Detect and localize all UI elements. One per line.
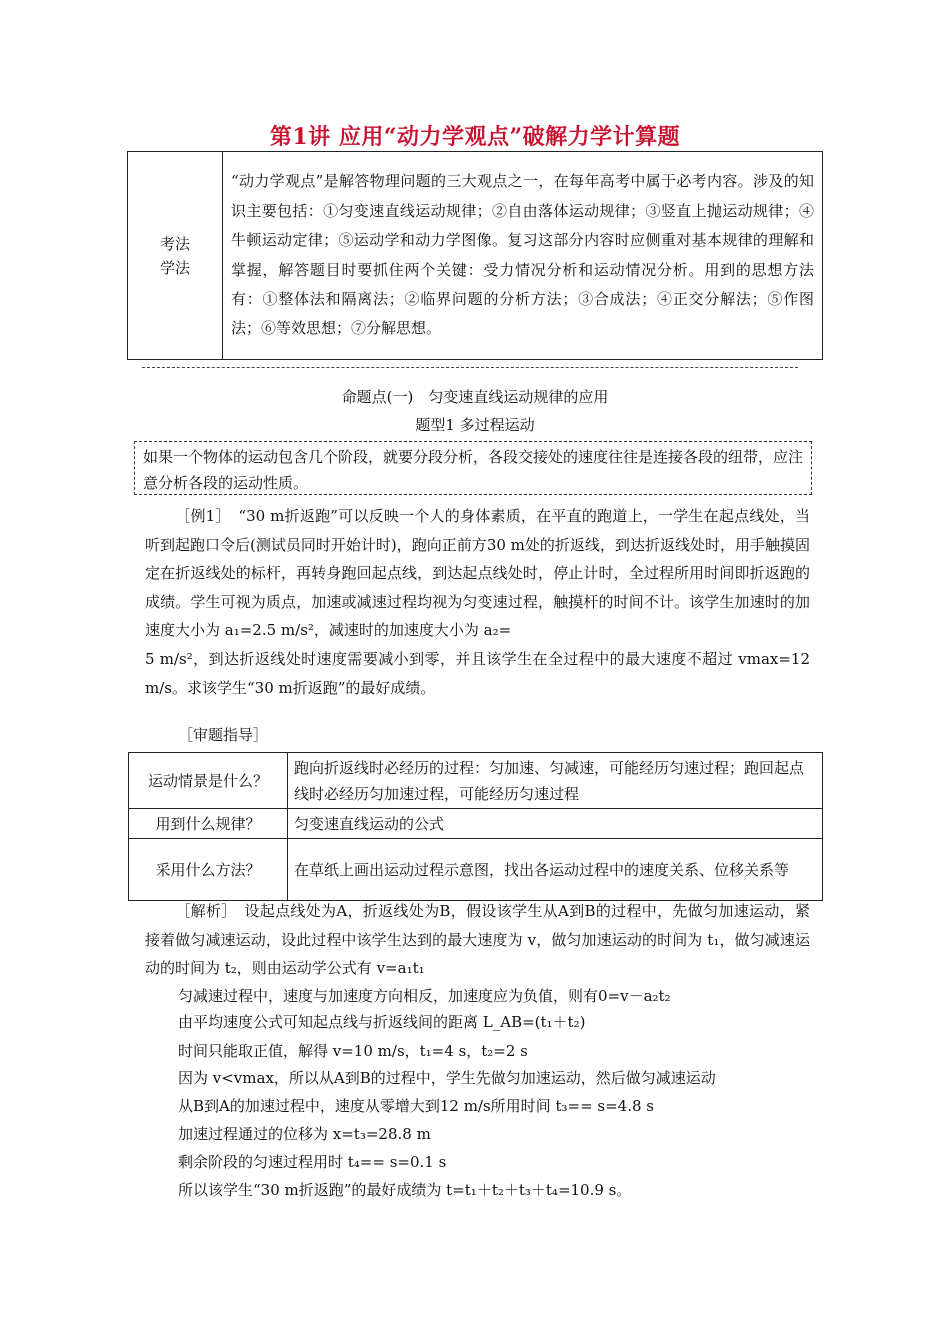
guide-answer: 匀变速直线运动的公式 xyxy=(288,809,823,839)
section-title: 命题点(一) 匀变速直线运动规律的应用 xyxy=(341,388,609,406)
solution-line: 因为 v<vmax，所以从A到B的过程中，学生先做匀加速运动，然后做匀减速运动 xyxy=(178,1069,716,1087)
guide-question: 运动情景是什么？ xyxy=(129,753,288,809)
solution-line: 剩余阶段的匀速过程用时 t₄== s=0.1 s xyxy=(178,1153,447,1171)
guide-row xyxy=(129,839,823,901)
solution-line: 由平均速度公式可知起点线与折返线间的距离 L_AB=(t₁＋t₂) xyxy=(178,1013,586,1031)
example-text xyxy=(145,502,810,702)
kaofa-label-line2: 学法 xyxy=(159,258,190,277)
guide-question: 采用什么方法？ xyxy=(129,839,288,901)
kaofa-text: “动力学观点”是解答物理问题的三大观点之一，在每年高考中属于必考内容。涉及的知识主要包括：①匀变速直线运动规律；②自由落体运动规律；③竖直上抛运动规律；④牛顿运动定律；⑤运动学和动力学图像。复习这部分内容时应侧重对基本规律的理解和掌握，解答题目时要抓住两个关键：受力情况分析和运动情况分析。用到的思想方法有：①整体法和隔离法；②临界问题的分析方法；③合成法；④正交分解法；⑤作图法；⑥等效思想；⑦分解思想。 xyxy=(223,152,823,360)
tip-box xyxy=(134,441,812,495)
type-title: 题型1 多过程运动 xyxy=(415,416,535,434)
guide-answer: 在草纸上画出运动过程示意图，找出各运动过程中的速度关系、位移关系等 xyxy=(288,839,823,901)
kaofa-label-cell xyxy=(128,152,223,360)
guide-answer: 跑向折返线时必经历的过程：匀加速、匀减速，可能经历匀速过程；跑回起点线时必经历匀加速过程，可能经历匀速过程 xyxy=(288,753,823,809)
guide-row xyxy=(129,809,823,839)
guide-row xyxy=(129,753,823,809)
guide-table xyxy=(128,752,823,901)
example-tag: ［例1］ xyxy=(175,507,224,525)
solution-line: 加速过程通过的位移为 x=t₃=28.8 m xyxy=(178,1125,431,1143)
solution-line: 匀减速过程中，速度与加速度方向相反，加速度应为负值，则有0=v－a₂t₂ xyxy=(178,987,671,1005)
section-divider xyxy=(142,367,798,368)
example-body-2: 5 m/s²，到达折返线处时速度需要减小到零，并且该学生在全过程中的最大速度不超过 vmax=12 m/s。求该学生“30 m折返跑”的最好成绩。 xyxy=(145,649,810,697)
solution-line: 从B到A的加速过程中，速度从零增大到12 m/s所用时间 t₃== s=4.8 s xyxy=(178,1097,654,1115)
solution-line: 所以该学生“30 m折返跑”的最好成绩为 t=t₁＋t₂＋t₃＋t₄=10.9 s。 xyxy=(178,1181,632,1199)
kaofa-xuefa-table xyxy=(127,151,823,360)
kaofa-label-line1: 考法 xyxy=(159,234,190,253)
solution-first-text: ［解析］ 设起点线处为A，折返线处为B，假设该学生从A到B的过程中，先做匀加速运动，紧接着做匀减速运动，设此过程中该学生达到的最大速度为 v，做匀加速运动的时间为 t₁，做匀减速运动的时间为 t₂，则由运动学公式有 v=a₁t₁ xyxy=(145,902,810,978)
example-body-1: “30 m折返跑”可以反映一个人的身体素质，在平直的跑道上，一学生在起点线处，当听到起跑口令后(测试员同时开始计时)，跑向正前方30 m处的折返线，到达折返线处时，用手触摸固定在折返线处的标杆，再转身跑回起点线，到达起点线处时，停止计时，全过程所用时间即折返跑的成绩。学生可视为质点，加速或减速过程均视为匀变速过程，触摸杆的时间不计。该学生加速时的加速度大小为 a₁=2.5 m/s²，减速时的加速度大小为 a₂= xyxy=(145,507,811,640)
guide-label: ［审题指导］ xyxy=(178,726,269,744)
tip-text: 如果一个物体的运动包含几个阶段，就要分段分析，各段交接处的速度往往是连接各段的纽带，应注意分析各段的运动性质。 xyxy=(143,448,804,492)
page-title: 第1讲 应用“动力学观点”破解力学计算题 xyxy=(269,124,681,150)
solution-line: 时间只能取正值，解得 v=10 m/s，t₁=4 s，t₂=2 s xyxy=(178,1042,528,1060)
solution-first xyxy=(145,897,810,983)
guide-question: 用到什么规律？ xyxy=(129,809,288,839)
